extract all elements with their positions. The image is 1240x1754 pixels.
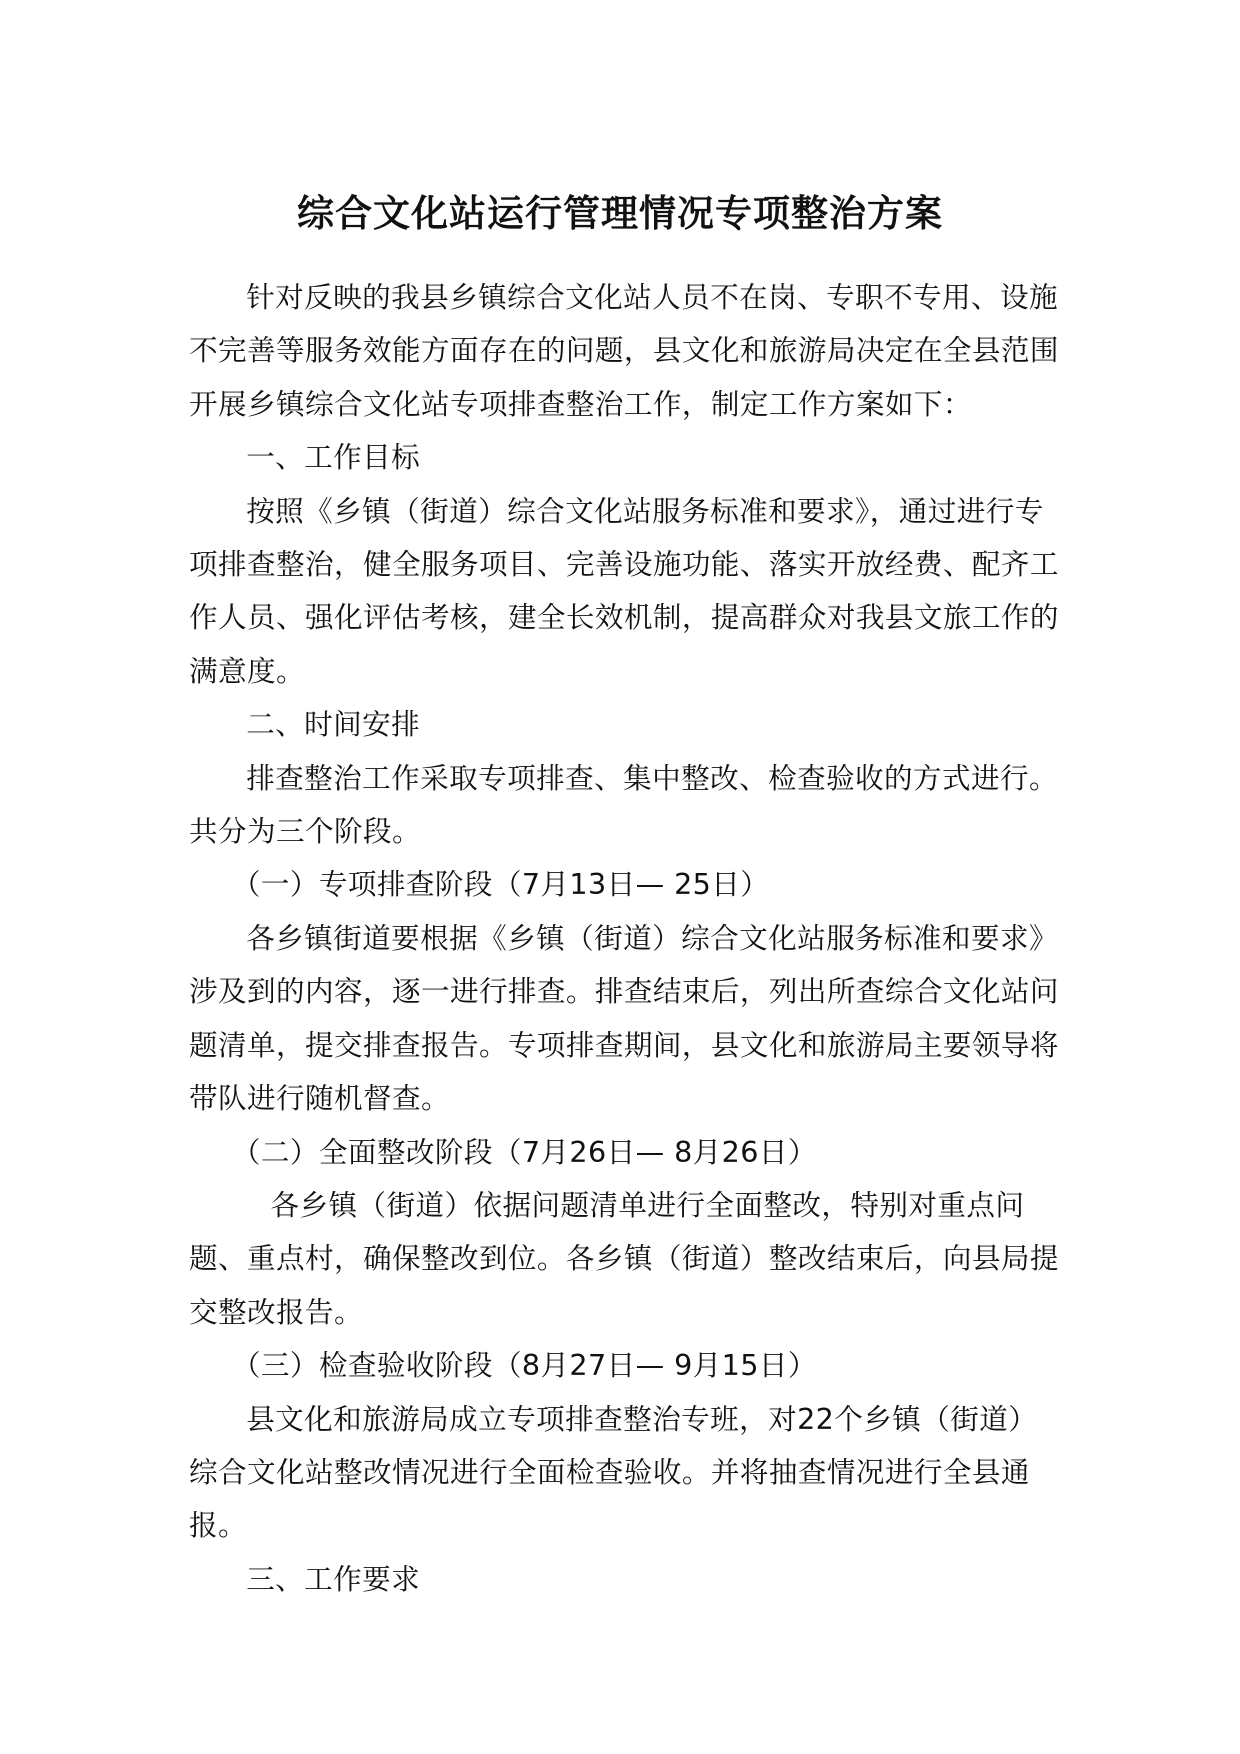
- subsection-heading-rectification: （二）全面整改阶段（7月26日— 8月26日）: [231, 1134, 817, 1169]
- section-heading-schedule: 二、时间安排: [246, 707, 421, 742]
- rectification-paragraph: 各乡镇（街道）依据问题清单进行全面整改，特别对重点问题、重点村，确保整改到位。各乡镇（街道）整改结束后，向县局提交整改报告。: [189, 1187, 1059, 1329]
- section-heading-goals: 一、工作目标: [246, 440, 421, 475]
- intro-paragraph: 针对反映的我县乡镇综合文化站人员不在岗、专职不专用、设施不完善等服务效能方面存在的问题，县文化和旅游局决定在全县范围开展乡镇综合文化站专项排查整治工作，制定工作方案如下：: [189, 280, 1059, 421]
- subsection-heading-inspection: （一）专项排查阶段（7月13日— 25日）: [231, 867, 770, 902]
- goals-paragraph: 按照《乡镇（街道）综合文化站服务标准和要求》，通过进行专项排查整治，健全服务项目、完善设施功能、落实开放经费、配齐工作人员、强化评估考核，建全长效机制，提高群众对我县文旅工作的满意度。: [189, 493, 1059, 688]
- schedule-paragraph: 排查整治工作采取专项排查、集中整改、检查验收的方式进行。共分为三个阶段。: [189, 760, 1059, 849]
- inspection-paragraph: 各乡镇街道要根据《乡镇（街道）综合文化站服务标准和要求》涉及到的内容，逐一进行排查。排查结束后，列出所查综合文化站问题清单，提交排查报告。专项排查期间，县文化和旅游局主要领导将带队进行随机督查。: [189, 920, 1059, 1116]
- document-body: [189, 271, 1059, 1606]
- acceptance-paragraph: 县文化和旅游局成立专项排查整治专班，对22个乡镇（街道）综合文化站整改情况进行全面检查验收。并将抽查情况进行全县通报。: [189, 1401, 1038, 1543]
- section-heading-requirements: 三、工作要求: [246, 1561, 421, 1596]
- subsection-heading-acceptance: （三）检查验收阶段（8月27日— 9月15日）: [231, 1348, 817, 1383]
- document-title: 综合文化站运行管理情况专项整治方案: [297, 191, 943, 235]
